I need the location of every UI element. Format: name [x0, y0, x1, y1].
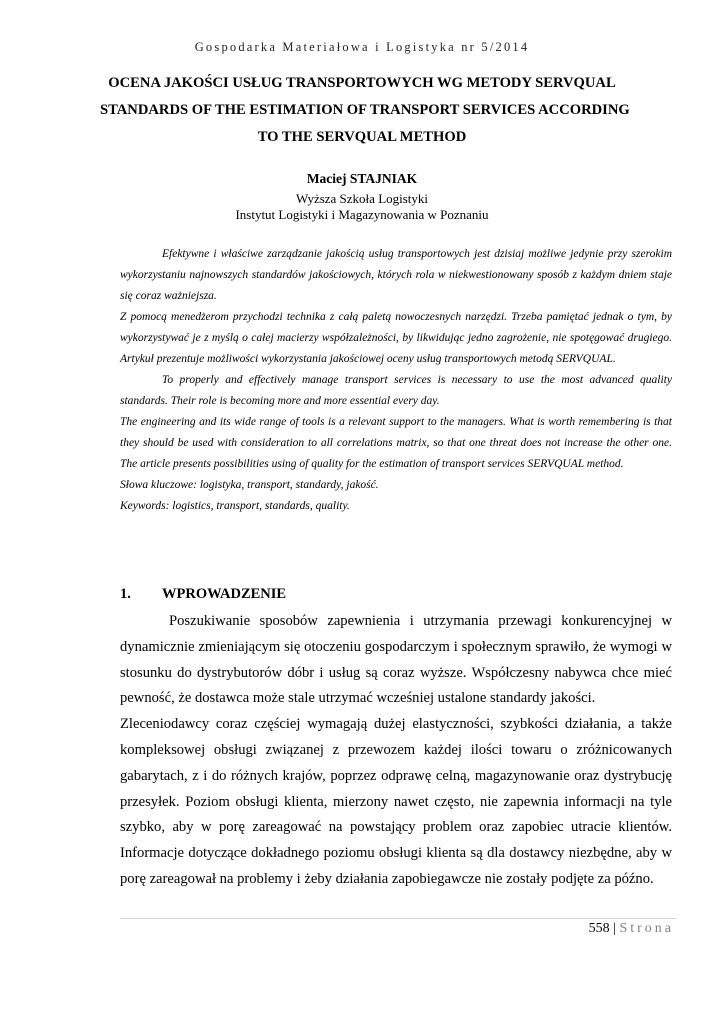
author-name: Maciej STAJNIAK: [306, 171, 418, 186]
section-title: WPROWADZENIE: [162, 586, 287, 602]
section-heading: [120, 586, 286, 603]
abstract-en-paragraph-2: The engineering and its wide range of tools is a relevant support to the managers. What is worth remembering is that they should be used with consideration to all correlations matrix, so that one threat does not increase the other one. The article presents possibilities using of quality for the estimation of transport services SERVQUAL method.: [120, 416, 672, 470]
affiliation-institute: Instytut Logistyki i Magazynowania w Poznaniu: [235, 207, 489, 222]
keywords-polish: Słowa kluczowe: logistyka, transport, standardy, jakość.: [120, 479, 379, 491]
section-body: [120, 609, 672, 893]
title-english-line-1: STANDARDS OF THE ESTIMATION OF TRANSPORT SERVICES ACCORDING: [100, 102, 630, 118]
footer-divider: [120, 918, 676, 919]
footer-separator: |: [613, 921, 616, 936]
affiliation-school: Wyższa Szkoła Logistyki: [295, 191, 429, 206]
title-english-line-2: TO THE SERVQUAL METHOD: [257, 129, 467, 145]
section-number: 1.: [120, 586, 131, 602]
page-footer: [589, 921, 674, 937]
title-polish: OCENA JAKOŚCI USŁUG TRANSPORTOWYCH WG METODY SERVQUAL: [108, 75, 616, 91]
body-paragraph-1: Poszukiwanie sposobów zapewnienia i utrzymania przewagi konkurencyjnej w dynamicznie zmieniającym się otoczeniu gospodarczym i społecznym sprawiło, że wymogi w stosunku do dystrybutorów dóbr i usług są coraz wyższe. Współczesny nabywca chce mieć pewność, że dostawca może stale utrzymać wcześniej ustalone standardy jakości.: [120, 613, 672, 707]
abstract-en-paragraph-1: To properly and effectively manage transport services is necessary to use the most advanced quality standards. Their role is becoming more and more essential every day.: [120, 374, 672, 407]
body-paragraph-2: Zleceniodawcy coraz częściej wymagają dużej elastyczności, szybkości działania, a także kompleksowej obsługi związanej z przewozem każdej ilości towaru o zróżnicowanych gabarytach, z i do różnych krajów, poprzez odprawę celną, magazynowanie oraz dystrybucję przesyłek. Poziom obsługi klienta, mierzony nawet często, nie zapewnia informacji na tyle szybko, aby w porę zareagować na powstający problem oraz zapobiec utracie klientów. Informacje dotyczące dokładnego poziomu obsługi klienta są dla dostawcy niezbędne, aby w porę zareagował na problemy i żeby działania zapobiegawcze nie zostały podjęte za późno.: [120, 716, 672, 887]
author-affiliation: [0, 191, 724, 223]
article-title: [100, 70, 630, 151]
page-number: 558: [588, 921, 610, 936]
abstract-pl-paragraph-2: Z pomocą menedżerom przychodzi technika z całą paletą nowoczesnych narzędzi. Trzeba pamiętać jednak o tym, by wykorzystywać je z myślą o całej macierzy współzależności, by likwidując jedno zagrożenie, nie spotęgować drugiego. Artykuł prezentuje możliwości wykorzystania jakościowej oceny usług transportowych metodą SERVQUAL.: [120, 311, 672, 365]
abstract: [120, 244, 672, 517]
running-head: Gospodarka Materiałowa i Logistyka nr 5/2014: [194, 40, 530, 54]
footer-label: Strona: [619, 921, 674, 936]
abstract-pl-paragraph-1: Efektywne i właściwe zarządzanie jakością usług transportowych jest dzisiaj możliwe jedynie przy szerokim wykorzystaniu najnowszych standardów jakościowych, których rola w niekwestionowany sposób z każdym dniem staje się coraz ważniejsza.: [120, 248, 672, 302]
keywords-english: Keywords: logistics, transport, standards, quality.: [120, 500, 350, 512]
